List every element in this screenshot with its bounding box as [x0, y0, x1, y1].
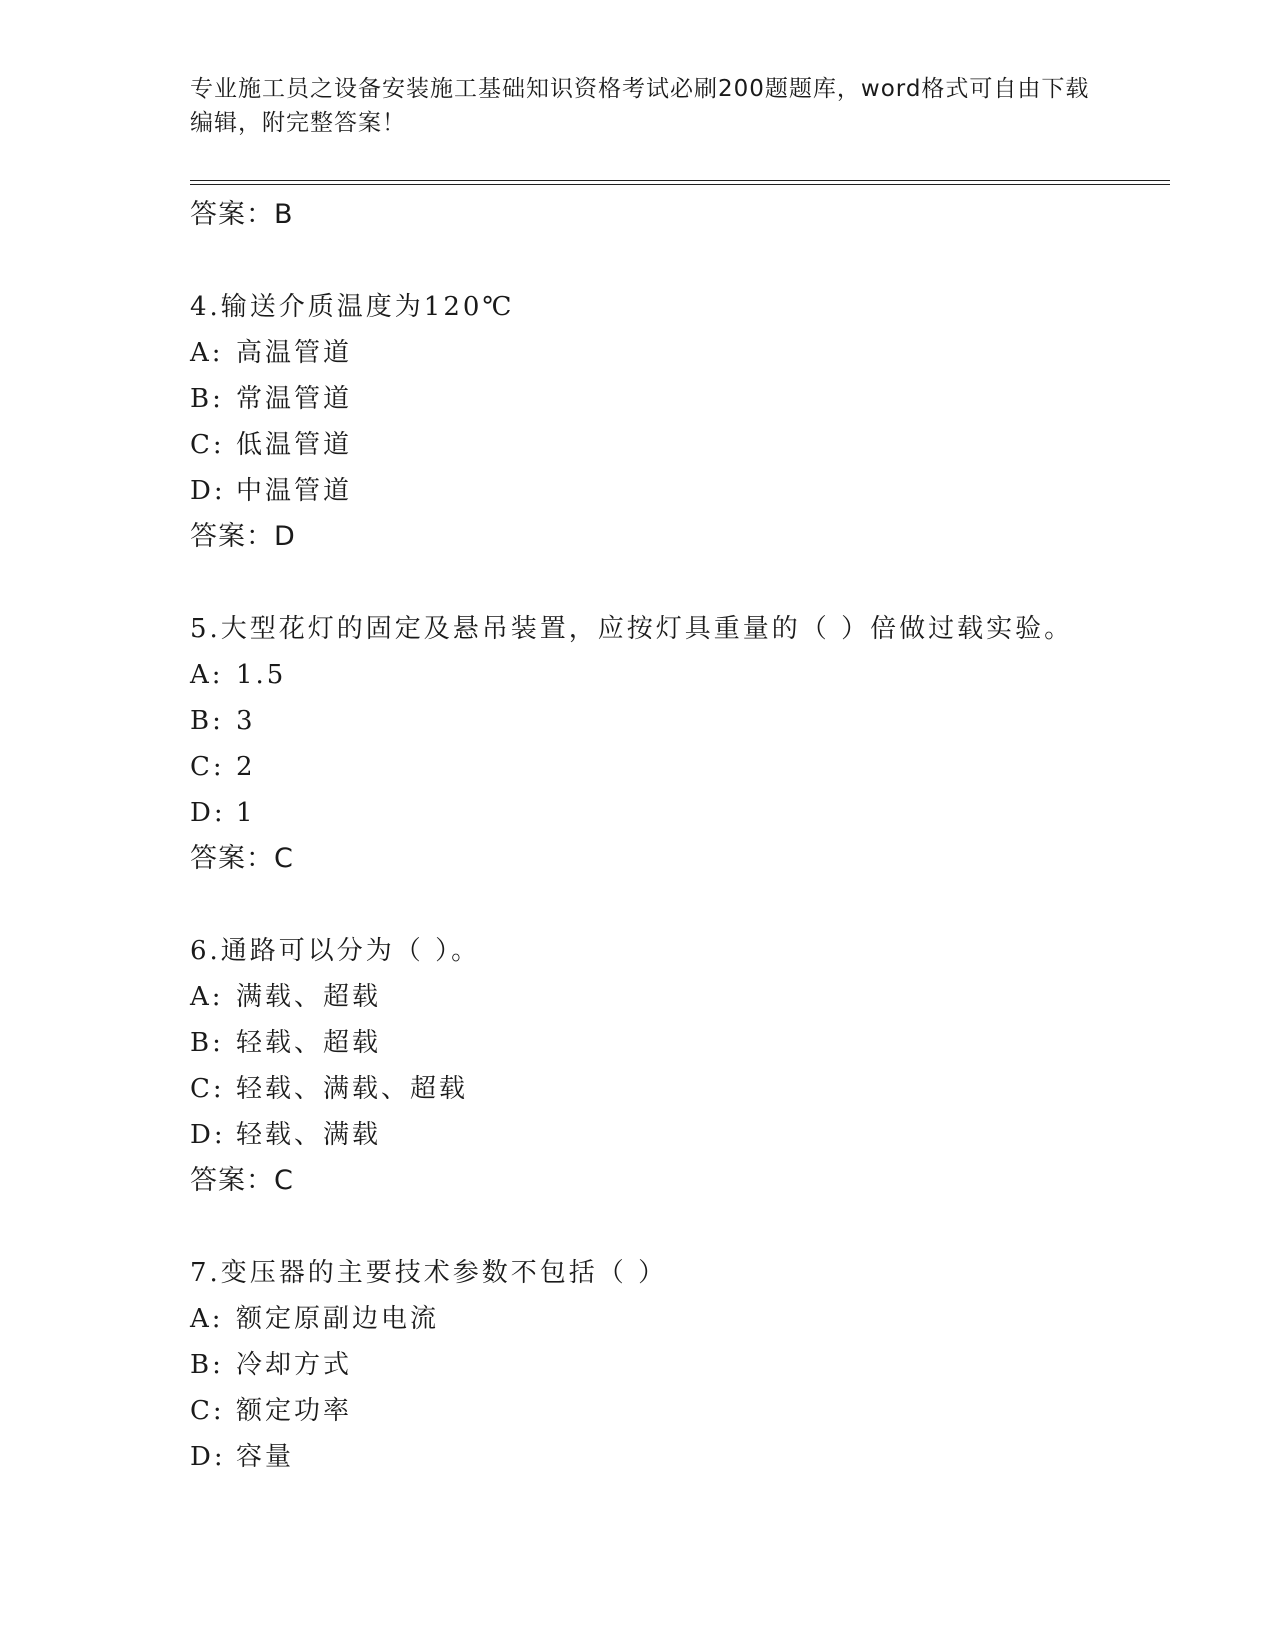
question-block [190, 284, 1190, 560]
option-key: A: [190, 660, 224, 690]
option-d [190, 468, 1190, 514]
option-text: 冷却方式 [236, 1350, 353, 1380]
option-key: C: [190, 1074, 225, 1104]
option-text: 满载、超载 [236, 982, 382, 1012]
option-key: C: [190, 752, 225, 782]
answer-line: 答案：C [190, 1165, 294, 1196]
option-key: A: [190, 1304, 224, 1334]
option-b [190, 1342, 1190, 1388]
option-b [190, 698, 1190, 744]
option-text: 1 [236, 798, 256, 828]
option-d [190, 1434, 1190, 1480]
option-key: B: [190, 1028, 224, 1058]
answer-line: 答案：C [190, 843, 294, 874]
option-b [190, 1020, 1190, 1066]
question-block [190, 1250, 1190, 1480]
option-text: 轻载、满载 [236, 1120, 382, 1150]
question-block [190, 606, 1190, 882]
option-key: B: [190, 384, 224, 414]
option-text: 中温管道 [236, 476, 353, 506]
option-text: 高温管道 [236, 338, 353, 368]
question-block [190, 928, 1190, 1204]
option-text: 1.5 [236, 660, 287, 690]
question-stem: 5.大型花灯的固定及悬吊装置，应按灯具重量的（ ）倍做过载实验。 [190, 614, 1074, 644]
question-list [190, 192, 1190, 1480]
question-stem: 4.输送介质温度为120℃ [190, 292, 515, 322]
option-d [190, 1112, 1190, 1158]
option-d [190, 790, 1190, 836]
option-c [190, 1066, 1190, 1112]
answer-line: 答案：B [190, 199, 294, 230]
option-key: C: [190, 1396, 225, 1426]
option-b [190, 376, 1190, 422]
option-text: 轻载、超载 [236, 1028, 382, 1058]
option-key: D: [190, 798, 226, 828]
option-key: B: [190, 1350, 224, 1380]
option-key: C: [190, 430, 225, 460]
option-c [190, 422, 1190, 468]
question-stem: 7.变压器的主要技术参数不包括（ ） [190, 1258, 668, 1288]
option-text: 轻载、满载、超载 [236, 1074, 469, 1104]
option-key: D: [190, 1120, 226, 1150]
option-a [190, 330, 1190, 376]
option-text: 容量 [236, 1442, 295, 1472]
answer-line: 答案：D [190, 521, 296, 552]
option-a [190, 652, 1190, 698]
option-a [190, 974, 1190, 1020]
option-text: 额定功率 [236, 1396, 353, 1426]
option-key: A: [190, 338, 224, 368]
option-text: 3 [236, 706, 256, 736]
option-key: D: [190, 1442, 226, 1472]
document-header: 专业施工员之设备安装施工基础知识资格考试必刷200题题库，word格式可自由下载编辑，附完整答案！ [190, 76, 1090, 136]
question-stem: 6.通路可以分为（ ）。 [190, 936, 481, 966]
option-key: A: [190, 982, 224, 1012]
header-divider-bottom [190, 184, 1170, 185]
option-text: 2 [236, 752, 256, 782]
option-text: 低温管道 [236, 430, 353, 460]
option-key: D: [190, 476, 226, 506]
header-divider-top [190, 180, 1170, 181]
option-text: 额定原副边电流 [236, 1304, 440, 1334]
option-key: B: [190, 706, 224, 736]
option-text: 常温管道 [236, 384, 353, 414]
option-c [190, 744, 1190, 790]
option-a [190, 1296, 1190, 1342]
option-c [190, 1388, 1190, 1434]
